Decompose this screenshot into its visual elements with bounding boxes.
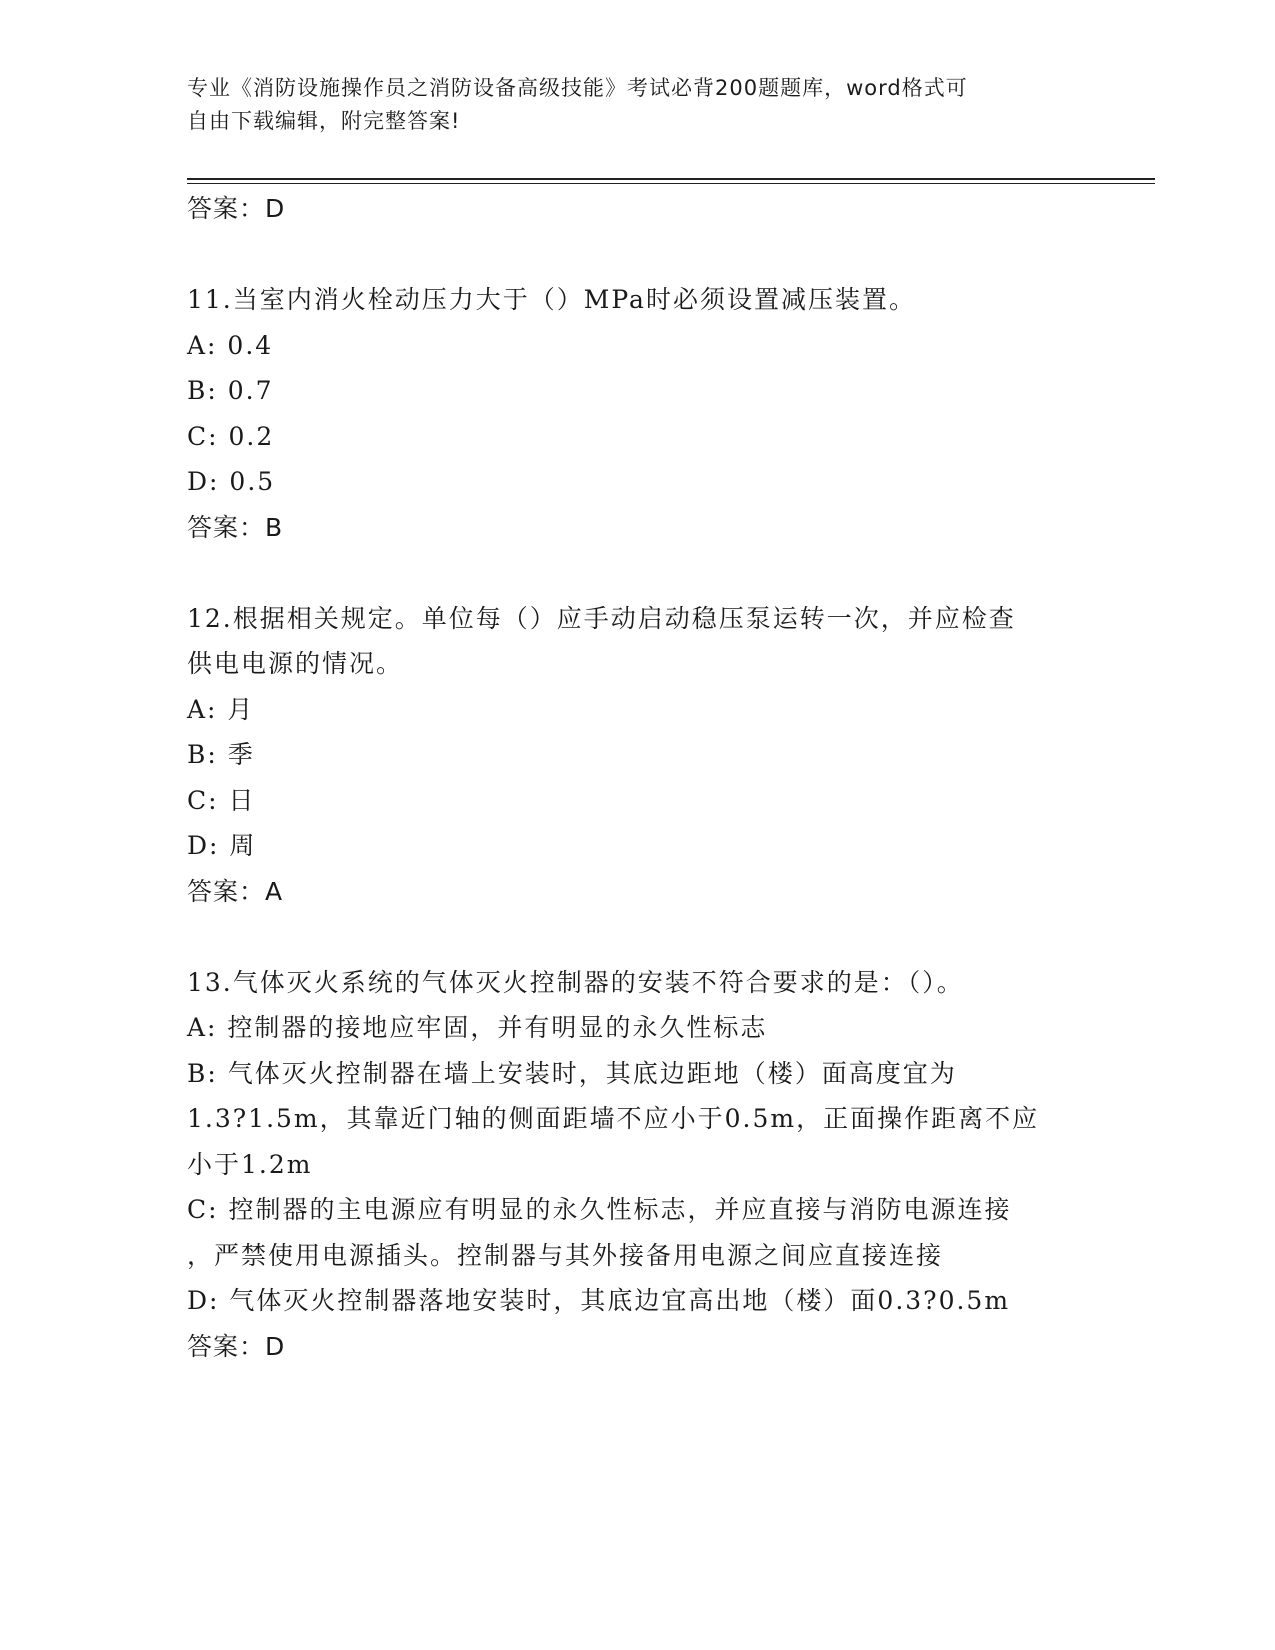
spacer bbox=[187, 232, 1087, 278]
option-d: D: 气体灭火控制器落地安装时，其底边宜高出地（楼）面0.3?0.5m bbox=[187, 1286, 1011, 1315]
question-text-line-2: 供电电源的情况。 bbox=[187, 649, 404, 678]
option-c: C: 日 bbox=[187, 785, 256, 815]
answer: 答案：A bbox=[187, 876, 284, 906]
question-text: 11.当室内消火栓动压力大于（）MPa时必须设置减压装置。 bbox=[187, 285, 916, 314]
spacer bbox=[187, 550, 1087, 596]
option-a: A: 月 bbox=[187, 694, 255, 724]
header-divider-thin bbox=[187, 183, 1155, 184]
option-b: B: 季 bbox=[187, 740, 255, 769]
option-d: D: 0.5 bbox=[187, 467, 276, 496]
answer: 答案：B bbox=[187, 512, 284, 542]
option-b-line-3: 小于1.2m bbox=[187, 1149, 313, 1179]
answer: 答案：D bbox=[187, 1331, 286, 1361]
header-divider-thick bbox=[187, 178, 1155, 180]
header-line-1: 专业《消防设施操作员之消防设备高级技能》考试必背200题题库，word格式可 bbox=[187, 76, 968, 100]
option-c-line-2: ，严禁使用电源插头。控制器与其外接备用电源之间应直接连接 bbox=[187, 1240, 944, 1270]
option-d: D: 周 bbox=[187, 831, 257, 860]
spacer bbox=[187, 914, 1087, 960]
question-content bbox=[187, 186, 1087, 1369]
question-12 bbox=[187, 596, 1087, 915]
previous-answer: 答案：D bbox=[187, 194, 286, 223]
option-a: A: 控制器的接地应牢固，并有明显的永久性标志 bbox=[187, 1013, 768, 1042]
option-c: C: 0.2 bbox=[187, 421, 275, 451]
option-b-line-1: B: 气体灭火控制器在墙上安装时，其底边距地（楼）面高度宜为 bbox=[187, 1058, 957, 1088]
question-11 bbox=[187, 277, 1087, 550]
option-a: A: 0.4 bbox=[187, 330, 274, 360]
document-header bbox=[187, 72, 1067, 138]
question-text: 13.气体灭火系统的气体灭火控制器的安装不符合要求的是：（）。 bbox=[187, 967, 964, 997]
option-b: B: 0.7 bbox=[187, 376, 274, 405]
question-13 bbox=[187, 960, 1087, 1370]
question-text-line-1: 12.根据相关规定。单位每（）应手动启动稳压泵运转一次，并应检查 bbox=[187, 603, 1016, 633]
option-c-line-1: C: 控制器的主电源应有明显的永久性标志，并应直接与消防电源连接 bbox=[187, 1195, 1012, 1224]
option-b-line-2: 1.3?1.5m，其靠近门轴的侧面距墙不应小于0.5m，正面操作距离不应 bbox=[187, 1104, 1040, 1133]
header-line-2: 自由下载编辑，附完整答案! bbox=[187, 109, 461, 133]
